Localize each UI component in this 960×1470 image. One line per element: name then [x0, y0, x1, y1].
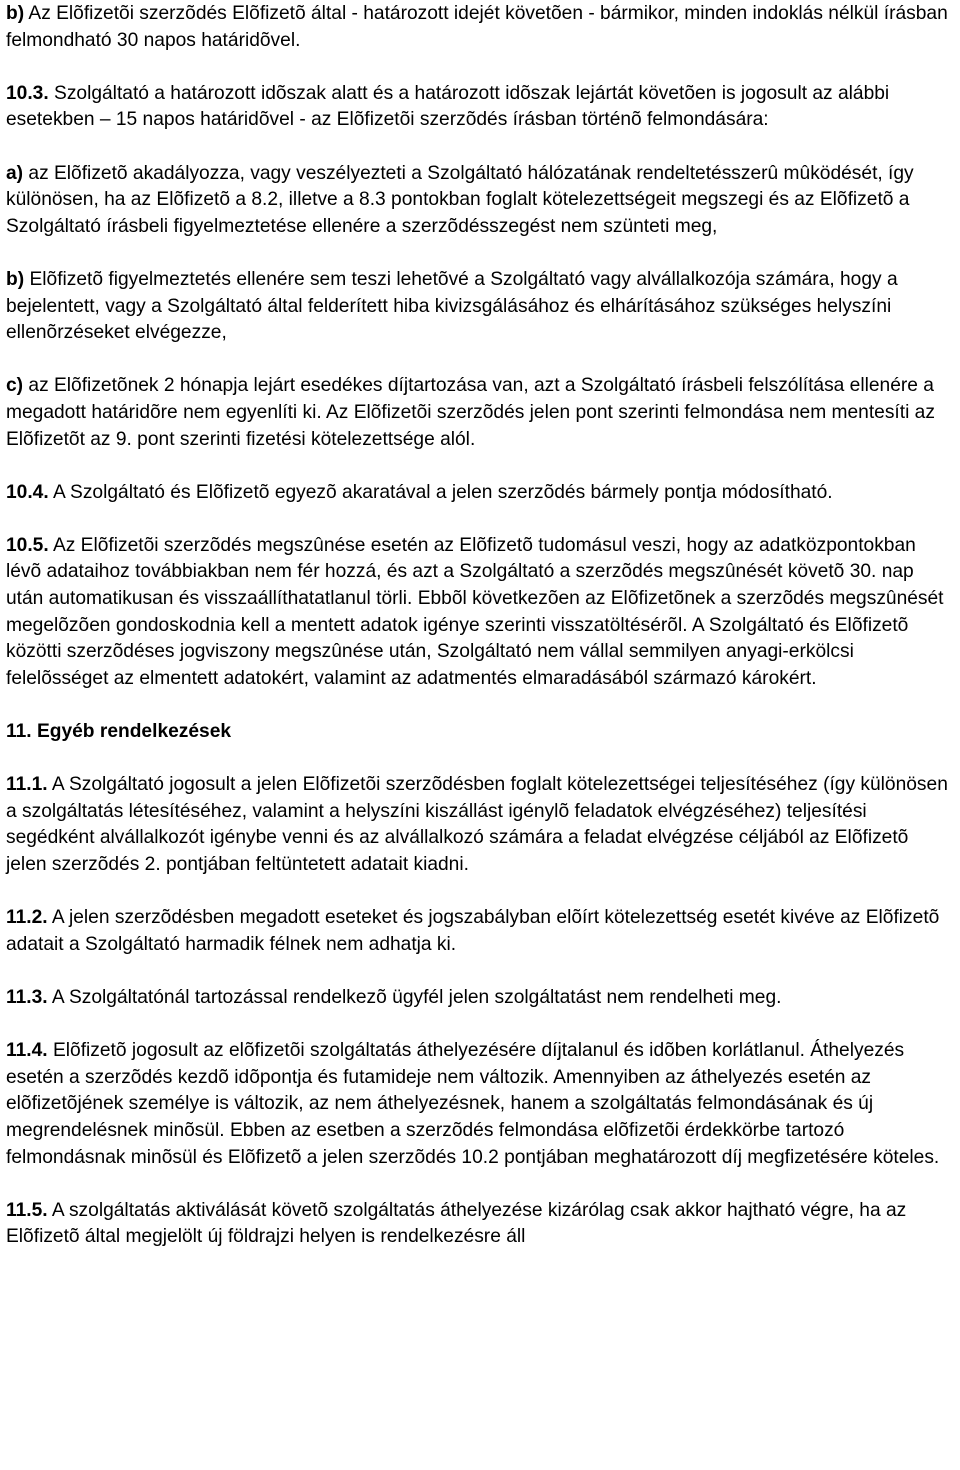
paragraph-11-1	[6, 772, 954, 878]
paragraph-b-subscriber-termination	[6, 1, 954, 54]
paragraph-lead: a)	[6, 162, 24, 184]
document-page	[6, 0, 954, 1278]
paragraph-lead: 11.3.	[6, 986, 48, 1008]
paragraph-lead: 10.3.	[6, 82, 49, 104]
paragraph-text: A Szolgáltatónál tartozással rendelkezõ ügyfél jelen szolgáltatást nem rendelheti meg.	[47, 986, 782, 1008]
paragraph-11-2	[6, 905, 954, 958]
paragraph-text: Elõfizetõ figyelmeztetés ellenére sem teszi lehetõvé a Szolgáltató vagy alvállalkozója számára, hogy a bejelentett, vagy a Szolgáltató által felderített hiba kivizsgálásához és elhárításához szükséges helyszíni ellenõrzéseket elvégezze,	[6, 268, 898, 344]
paragraph-lead: b)	[6, 268, 25, 290]
paragraph-text: A Szolgáltató jogosult a jelen Elõfizetõi szerzõdésben foglalt kötelezettségei teljesítéséhez (így különösen a szolgáltatás létesítéséhez, valamint a helyszíni kiszállást igénylõ feladatok elvégzéséhez) teljesítési segédként alvállalkozót igénybe venni és az alvállalkozó számára a feladat elvégzése céljából az Elõfizetõ jelen szerzõdés 2. pontjában feltüntetett adatait kiadni.	[6, 774, 948, 875]
paragraph-10-5	[6, 533, 954, 693]
paragraph-text: az Elõfizetõ akadályozza, vagy veszélyezteti a Szolgáltató hálózatának rendeltetésszerû mûködését, így különösen, ha az Elõfizetõ a 8.2, illetve a 8.3 pontokban foglalt kötelezettségeit megszegi és az Elõfizetõ a Szolgáltató írásbeli figyelmeztetése ellenére a szerzõdésszegést nem szünteti meg,	[6, 162, 914, 237]
paragraph-a	[6, 161, 954, 241]
paragraph-lead: 11.5.	[6, 1199, 48, 1221]
paragraph-text: az Elõfizetõnek 2 hónapja lejárt esedékes díjtartozása van, azt a Szolgáltató írásbeli felszólítása ellenére a megadott határidõre nem egyenlíti ki. Az Elõfizetõi szerzõdés jelen pont szerinti felmondása nem mentesíti az Elõfizetõt az 9. pont szerinti fizetési kötelezettsége alól.	[6, 375, 935, 450]
section-heading-11: 11. Egyéb rendelkezések	[6, 721, 232, 743]
paragraph-10-3	[6, 81, 954, 134]
paragraph-lead: 11.2.	[6, 907, 48, 929]
paragraph-text: Az Elõfizetõi szerzõdés megszûnése esetén az Elõfizetõ tudomásul veszi, hogy az adatközpontokban lévõ adataihoz továbbiakban nem fér hozzá, és azt a Szolgáltató a szerzõdés megszûnését követõ 30. nap után automatikusan és visszaállíthatatlanul törli. Ebbõl következõen az Elõfizetõnek a szerzõdés megszûnését megelõzõen gondoskodnia kell a mentett adatok igénye szerinti visszatöltésérõl. A Szolgáltató és Elõfizetõ közötti szerzõdéses jogviszony megszûnése után, Szolgáltató nem vállal semmilyen anyagi-erkölcsi felelõsséget az elmentett adatokért, valamint az adatmentés elmaradásából származó károkért.	[6, 534, 944, 689]
paragraph-text: Szolgáltató a határozott idõszak alatt és a határozott idõszak lejártát követõen is jogosult az alábbi esetekben – 15 napos határidõvel - az Elõfizetõi szerzõdés írásban történõ felmondására:	[6, 82, 890, 131]
paragraph-lead: 11.1.	[6, 774, 48, 796]
paragraph-10-4	[6, 480, 954, 507]
paragraph-lead: 10.5.	[6, 534, 49, 556]
paragraph-c	[6, 373, 954, 453]
paragraph-b	[6, 267, 954, 347]
paragraph-text: Elõfizetõ jogosult az elõfizetõi szolgáltatás áthelyezésére díjtalanul és idõben korlátlanul. Áthelyezés esetén a szerzõdés kezdõ idõpontja és futamideje nem változik. Amennyiben az áthelyezés esetén az elõfizetõjének személye is változik, az nem áthelyezésnek, hanem a szolgáltatás felmondásának és új megrendelésnek minõsül. Ebben az esetben a szerzõdés felmondása elõfizetõi érdekkörbe tartozó felmondásnak minõsül és Elõfizetõ a jelen szerzõdés 10.2 pontjában meghatározott díj megfizetésére köteles.	[6, 1040, 940, 1168]
paragraph-11-3	[6, 985, 954, 1012]
paragraph-lead: c)	[6, 375, 24, 397]
paragraph-11-5	[6, 1198, 954, 1251]
paragraph-lead: 10.4.	[6, 481, 49, 503]
paragraph-lead: b)	[6, 3, 25, 24]
paragraph-text: A Szolgáltató és Elõfizetõ egyezõ akaratával a jelen szerzõdés bármely pontja módosítható.	[48, 481, 833, 503]
paragraph-11-4	[6, 1038, 954, 1171]
paragraph-text: A szolgáltatás aktiválását követõ szolgáltatás áthelyezése kizárólag csak akkor hajtható végre, ha az Elõfizetõ által megjelölt új földrajzi helyen is rendelkezésre áll	[6, 1199, 907, 1248]
paragraph-text: Az Elõfizetõi szerzõdés Elõfizetõ által - határozott idejét követõen - bármikor, minden indoklás nélkül írásban felmondható 30 napos határidõvel.	[6, 3, 948, 51]
paragraph-lead: 11.4.	[6, 1040, 48, 1062]
paragraph-text: A jelen szerzõdésben megadott eseteket és jogszabályban elõírt kötelezettség esetét kivéve az Elõfizetõ adatait a Szolgáltató harmadik félnek nem adhatja ki.	[6, 907, 940, 955]
